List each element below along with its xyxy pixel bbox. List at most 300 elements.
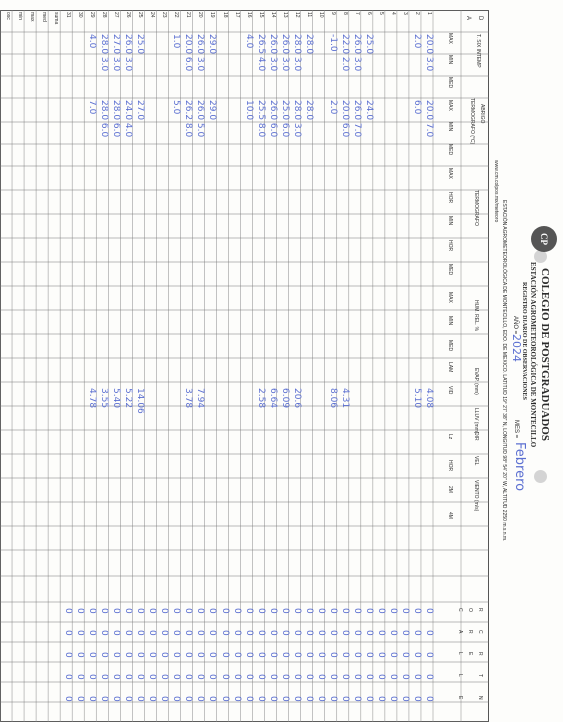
termografo-subheader: HOR — [447, 192, 453, 204]
code-zero-mark: 0 — [315, 630, 326, 636]
tsix-entry: 28.0 3.0 — [291, 34, 302, 72]
day-number: 27 — [113, 12, 120, 18]
code-zero-mark: 0 — [303, 674, 314, 680]
code-zero-mark: 0 — [255, 674, 266, 680]
tsix-entry: 1.0 — [171, 34, 182, 49]
tsix-entry: 26.5 4.0 — [255, 34, 266, 72]
day-number: 10 — [317, 12, 324, 18]
tsix-entry: 4.0 — [87, 34, 98, 49]
evap-entry: 8.06 — [327, 388, 338, 409]
code-zero-mark: 0 — [63, 608, 74, 614]
code-zero-mark: 0 — [375, 674, 386, 680]
code-zero-mark: 0 — [424, 608, 434, 614]
tsix-entry: 25.0 — [135, 34, 146, 55]
tsix-entry: 2.0 — [411, 34, 422, 49]
code-zero-mark: 0 — [123, 696, 134, 702]
wind-subheader: 4M — [447, 512, 453, 519]
abrigo-entry: 20.0 7.0 — [424, 100, 434, 138]
code-zero-mark: 0 — [327, 608, 338, 614]
code-zero-mark: 0 — [303, 630, 314, 636]
code-zero-mark: 0 — [75, 630, 86, 636]
code-zero-mark: 0 — [123, 630, 134, 636]
abrigo-entry: 26.0 7.0 — [351, 100, 362, 138]
code-zero-mark: 0 — [207, 608, 218, 614]
month-label: MES = — [513, 420, 519, 439]
code-zero-mark: 0 — [135, 674, 146, 680]
code-header: R — [467, 630, 473, 634]
code-zero-mark: 0 — [255, 696, 266, 702]
tsix-entry: 26.0 3.0 — [279, 34, 290, 72]
code-zero-mark: 0 — [207, 630, 218, 636]
code-zero-mark: 0 — [231, 608, 242, 614]
footer-label: suma — [53, 12, 60, 25]
day-number: 9 — [329, 12, 336, 15]
tsix-entry: 26.0 3.0 — [351, 34, 362, 72]
code-zero-mark: 0 — [219, 652, 230, 658]
code-zero-mark: 0 — [147, 674, 158, 680]
evap-entry: 4.31 — [339, 388, 350, 409]
code-zero-mark: 0 — [183, 652, 194, 658]
abrigo-termo-header: TERMOGRAFO (°C) — [469, 98, 475, 145]
code-zero-mark: 0 — [63, 630, 74, 636]
tsix-entry: 27.0 3.0 — [111, 34, 122, 72]
code-zero-mark: 0 — [183, 608, 194, 614]
code-header: L — [457, 652, 463, 655]
code-zero-mark: 0 — [279, 630, 290, 636]
evap-entry: 6.64 — [267, 388, 278, 409]
code-zero-mark: 0 — [195, 608, 206, 614]
code-header: A — [457, 630, 463, 634]
code-zero-mark: 0 — [363, 608, 374, 614]
year-label: AÑO = — [512, 316, 518, 335]
day-number: 7 — [353, 12, 360, 15]
tsix-header: T. SIX INTEMP — [475, 34, 481, 68]
abrigo-entry: 24.0 4.0 — [123, 100, 134, 138]
code-zero-mark: 0 — [231, 630, 242, 636]
footer-label: min — [17, 12, 24, 21]
footer-label: osc — [5, 12, 12, 20]
humidity-subheader: MIN — [447, 316, 453, 326]
day-number: 28 — [101, 12, 108, 18]
code-zero-mark: 0 — [99, 674, 110, 680]
code-zero-mark: 0 — [375, 696, 386, 702]
code-zero-mark: 0 — [291, 696, 302, 702]
code-zero-mark: 0 — [339, 696, 350, 702]
code-zero-mark: 0 — [195, 696, 206, 702]
abrigo-header: ABRIGO — [479, 104, 485, 124]
code-zero-mark: 0 — [63, 652, 74, 658]
code-zero-mark: 0 — [231, 674, 242, 680]
day-number: 29 — [89, 12, 96, 18]
code-zero-mark: 0 — [75, 608, 86, 614]
abrigo-entry: 28.0 6.0 — [111, 100, 122, 138]
evap-subheader: VID — [447, 386, 453, 395]
termografo-subheader: HOR — [447, 240, 453, 252]
evap-entry: 3.55 — [99, 388, 110, 409]
code-zero-mark: 0 — [255, 630, 266, 636]
footer-label: med — [41, 12, 48, 22]
day-number: 8 — [341, 12, 348, 15]
code-zero-mark: 0 — [339, 608, 350, 614]
day-number: 26 — [125, 12, 132, 18]
code-zero-mark: 0 — [339, 652, 350, 658]
code-zero-mark: 0 — [87, 674, 98, 680]
tsix-entry: 25.0 — [363, 34, 374, 55]
code-zero-mark: 0 — [279, 608, 290, 614]
wind-header: VIENTO (m/s) — [473, 480, 479, 512]
code-zero-mark: 0 — [135, 696, 146, 702]
tsix-entry: 26.0 3.0 — [123, 34, 134, 72]
code-zero-mark: 0 — [75, 652, 86, 658]
code-zero-mark: 0 — [375, 630, 386, 636]
day-number: 3 — [401, 12, 408, 15]
code-zero-mark: 0 — [171, 674, 182, 680]
code-zero-mark: 0 — [424, 652, 434, 658]
evap-entry: 5.40 — [111, 388, 122, 409]
abrigo-entry: 26.0 6.0 — [267, 100, 278, 138]
abrigo-entry: 24.0 — [363, 100, 374, 121]
code-zero-mark: 0 — [147, 608, 158, 614]
termografo-subheader: MIN — [447, 216, 453, 226]
code-header: T — [477, 674, 483, 678]
humidity-subheader: MED — [447, 340, 453, 352]
code-zero-mark: 0 — [351, 608, 362, 614]
logo-icon: CP — [531, 226, 557, 252]
abrigo-entry: 26.2 8.0 — [183, 100, 194, 138]
abrigo-entry: 6.0 — [411, 100, 422, 115]
code-zero-mark: 0 — [171, 608, 182, 614]
code-zero-mark: 0 — [219, 608, 230, 614]
code-zero-mark: 0 — [291, 608, 302, 614]
code-zero-mark: 0 — [243, 674, 254, 680]
abrigo-entry: 28.0 6.0 — [99, 100, 110, 138]
code-zero-mark: 0 — [267, 674, 278, 680]
institution-title: COLEGIO DE POSTGRADUADOS — [539, 268, 551, 441]
day-number: 6 — [365, 12, 372, 15]
evap-entry: 4.08 — [424, 388, 434, 409]
code-zero-mark: 0 — [159, 608, 170, 614]
code-zero-mark: 0 — [147, 630, 158, 636]
tsix-entry: 29.0 — [207, 34, 218, 55]
evap-entry: 2.58 — [255, 388, 266, 409]
termografo-subheader: MED — [447, 264, 453, 276]
code-zero-mark: 0 — [411, 630, 422, 636]
code-zero-mark: 0 — [123, 608, 134, 614]
coords-text: ESTACIÓN AGROMETEOROLÓGICA DE MONTECILLO, EDO. DE MEXICO. LATITUD 19° 27' 38" N, LONGITUD 98° 54' 20" W, ALTITUD 2250 m.s.n.m. — [501, 200, 507, 542]
code-zero-mark: 0 — [363, 630, 374, 636]
code-zero-mark: 0 — [267, 630, 278, 636]
code-zero-mark: 0 — [87, 696, 98, 702]
code-zero-mark: 0 — [171, 652, 182, 658]
abrigo-entry: 2.0 — [327, 100, 338, 115]
tsix-entry: 4.0 — [243, 34, 254, 49]
code-zero-mark: 0 — [387, 630, 398, 636]
day-number: 12 — [293, 12, 300, 18]
code-zero-mark: 0 — [267, 696, 278, 702]
code-zero-mark: 0 — [387, 696, 398, 702]
abrigo-subheader: MIN — [447, 122, 453, 132]
code-zero-mark: 0 — [424, 674, 434, 680]
abrigo-entry: 28.0 — [303, 100, 314, 121]
code-zero-mark: 0 — [315, 696, 326, 702]
evap-entry: 4.78 — [87, 388, 98, 409]
day-number: 30 — [77, 12, 84, 18]
abrigo-entry: 25.5 8.0 — [255, 100, 266, 138]
code-zero-mark: 0 — [99, 652, 110, 658]
tsix-entry: 26.0 3.0 — [267, 34, 278, 72]
code-zero-mark: 0 — [267, 652, 278, 658]
code-zero-mark: 0 — [291, 652, 302, 658]
tsix-subheader: MED — [447, 77, 453, 89]
code-header: O — [467, 608, 473, 612]
tsix-subheader: MIN — [447, 55, 453, 65]
day-number: 21 — [185, 12, 192, 18]
code-header: C — [477, 630, 483, 634]
code-zero-mark: 0 — [399, 652, 410, 658]
code-zero-mark: 0 — [171, 630, 182, 636]
code-zero-mark: 0 — [375, 608, 386, 614]
code-zero-mark: 0 — [387, 608, 398, 614]
code-header: N — [477, 696, 483, 700]
day-number: 11 — [305, 12, 312, 18]
abrigo-entry: 28.0 3.0 — [291, 100, 302, 138]
code-zero-mark: 0 — [195, 630, 206, 636]
code-header: C — [457, 608, 463, 612]
evap-entry: 5.22 — [123, 388, 134, 409]
code-zero-mark: 0 — [327, 652, 338, 658]
evap-subheader: LAM — [447, 362, 453, 373]
code-zero-mark: 0 — [351, 652, 362, 658]
day-number: 31 — [65, 12, 72, 18]
code-zero-mark: 0 — [75, 696, 86, 702]
day-number: 18 — [221, 12, 228, 18]
abrigo-entry: 10.0 — [243, 100, 254, 121]
wind-subheader: HOR — [447, 460, 453, 472]
tsix-entry: 20.0 6.0 — [183, 34, 194, 72]
abrigo-entry: 5.0 — [171, 100, 182, 115]
day-number: 4 — [389, 12, 396, 15]
day-number: 19 — [209, 12, 216, 18]
tsix-entry: 26.0 3.0 — [195, 34, 206, 72]
code-zero-mark: 0 — [123, 674, 134, 680]
day-number: 2 — [413, 12, 420, 15]
code-zero-mark: 0 — [303, 608, 314, 614]
abrigo-entry: 27.0 — [135, 100, 146, 121]
code-zero-mark: 0 — [111, 630, 122, 636]
code-zero-mark: 0 — [255, 608, 266, 614]
day-number: 1 — [426, 12, 432, 15]
code-zero-mark: 0 — [387, 674, 398, 680]
year-value: 2024 — [510, 334, 523, 362]
code-zero-mark: 0 — [219, 630, 230, 636]
code-zero-mark: 0 — [75, 674, 86, 680]
day-number: 5 — [377, 12, 384, 15]
humidity-subheader: MAX — [447, 292, 453, 303]
termografo-subheader: MAX — [447, 168, 453, 179]
code-zero-mark: 0 — [111, 696, 122, 702]
wind-dir-header: DIR — [473, 432, 479, 441]
day-number: 14 — [269, 12, 276, 18]
code-zero-mark: 0 — [279, 696, 290, 702]
abrigo-subheader: MED — [447, 144, 453, 156]
code-zero-mark: 0 — [111, 652, 122, 658]
code-zero-mark: 0 — [303, 652, 314, 658]
code-zero-mark: 0 — [63, 696, 74, 702]
month-value: Febrero — [512, 442, 527, 492]
code-zero-mark: 0 — [375, 652, 386, 658]
code-zero-mark: 0 — [135, 652, 146, 658]
register-title: REGISTRO DIARIO DE OBSERVACIONES — [521, 282, 527, 400]
code-zero-mark: 0 — [399, 696, 410, 702]
evap-entry: 6.09 — [279, 388, 290, 409]
code-zero-mark: 0 — [111, 608, 122, 614]
day-number: 20 — [197, 12, 204, 18]
day-number: 13 — [281, 12, 288, 18]
station-title: ESTACIÓN AGROMETEOROLÓGICA DE MONTECILLO — [529, 262, 537, 448]
day-number: 24 — [149, 12, 156, 18]
code-header: R — [477, 652, 483, 656]
abrigo-entry: 7.0 — [87, 100, 98, 115]
evap-header: EVAP. (mm) — [473, 368, 479, 395]
code-header: L — [457, 674, 463, 677]
code-zero-mark: 0 — [243, 608, 254, 614]
day-number: 17 — [233, 12, 240, 18]
code-zero-mark: 0 — [279, 674, 290, 680]
abrigo-entry: 20.0 6.0 — [339, 100, 350, 138]
code-zero-mark: 0 — [351, 630, 362, 636]
day-number: 15 — [257, 12, 264, 18]
code-zero-mark: 0 — [243, 696, 254, 702]
evap-entry: 5.10 — [411, 388, 422, 409]
code-zero-mark: 0 — [363, 674, 374, 680]
code-zero-mark: 0 — [363, 696, 374, 702]
code-zero-mark: 0 — [99, 630, 110, 636]
code-zero-mark: 0 — [171, 696, 182, 702]
code-zero-mark: 0 — [135, 608, 146, 614]
tsix-subheader: MAX — [447, 33, 453, 44]
code-header: R — [477, 608, 483, 612]
code-zero-mark: 0 — [207, 652, 218, 658]
code-zero-mark: 0 — [291, 674, 302, 680]
code-zero-mark: 0 — [99, 696, 110, 702]
code-zero-mark: 0 — [183, 696, 194, 702]
code-zero-mark: 0 — [87, 652, 98, 658]
code-zero-mark: 0 — [231, 652, 242, 658]
code-zero-mark: 0 — [159, 674, 170, 680]
code-zero-mark: 0 — [147, 696, 158, 702]
code-zero-mark: 0 — [424, 696, 434, 702]
code-zero-mark: 0 — [207, 674, 218, 680]
day-number: 25 — [137, 12, 144, 18]
code-zero-mark: 0 — [99, 608, 110, 614]
code-zero-mark: 0 — [363, 652, 374, 658]
code-zero-mark: 0 — [207, 696, 218, 702]
code-zero-mark: 0 — [87, 608, 98, 614]
code-zero-mark: 0 — [411, 674, 422, 680]
day-number: 16 — [245, 12, 252, 18]
code-zero-mark: 0 — [255, 652, 266, 658]
footer-label: max — [29, 12, 36, 22]
code-zero-mark: 0 — [411, 652, 422, 658]
tsix-entry: -1.0 — [327, 34, 338, 52]
code-zero-mark: 0 — [351, 696, 362, 702]
termografo-header: TERMOGRAFO — [473, 190, 479, 226]
code-zero-mark: 0 — [267, 608, 278, 614]
day-number: 23 — [161, 12, 168, 18]
code-zero-mark: 0 — [291, 630, 302, 636]
code-zero-mark: 0 — [327, 630, 338, 636]
code-zero-mark: 0 — [399, 674, 410, 680]
website-text: www.cm.colpos.mx/meteoro — [493, 160, 499, 223]
code-zero-mark: 0 — [424, 630, 434, 636]
code-zero-mark: 0 — [123, 652, 134, 658]
code-zero-mark: 0 — [411, 696, 422, 702]
code-header: E — [467, 652, 473, 656]
day-header: D — [477, 16, 483, 21]
code-zero-mark: 0 — [195, 674, 206, 680]
abrigo-entry: 25.0 6.0 — [279, 100, 290, 138]
code-zero-mark: 0 — [159, 630, 170, 636]
abrigo-subheader: MAX — [447, 100, 453, 111]
code-zero-mark: 0 — [183, 630, 194, 636]
code-zero-mark: 0 — [411, 608, 422, 614]
wind-vel-header: VEL — [473, 456, 479, 466]
code-zero-mark: 0 — [183, 674, 194, 680]
tsix-entry: 20.0 3.0 — [424, 34, 434, 72]
code-zero-mark: 0 — [243, 652, 254, 658]
code-zero-mark: 0 — [399, 630, 410, 636]
code-zero-mark: 0 — [315, 608, 326, 614]
code-header: E — [457, 696, 463, 700]
code-zero-mark: 0 — [87, 630, 98, 636]
wind-subheader: 2M — [447, 486, 453, 493]
code-zero-mark: 0 — [195, 652, 206, 658]
code-zero-mark: 0 — [387, 652, 398, 658]
code-zero-mark: 0 — [351, 674, 362, 680]
code-zero-mark: 0 — [339, 630, 350, 636]
code-zero-mark: 0 — [339, 674, 350, 680]
code-zero-mark: 0 — [135, 630, 146, 636]
code-zero-mark: 0 — [63, 674, 74, 680]
code-zero-mark: 0 — [399, 608, 410, 614]
tsix-entry: 28.0 3.0 — [99, 34, 110, 72]
tsix-entry: 28.0 — [303, 34, 314, 55]
code-zero-mark: 0 — [327, 674, 338, 680]
evap-entry: 14.06 — [135, 388, 146, 414]
code-zero-mark: 0 — [303, 696, 314, 702]
code-zero-mark: 0 — [231, 696, 242, 702]
day-subheader: A — [465, 16, 471, 21]
code-zero-mark: 0 — [159, 696, 170, 702]
code-zero-mark: 0 — [111, 674, 122, 680]
humidity-header: HUM. REL. % — [473, 300, 479, 332]
tsix-entry: 22.0 2.0 — [339, 34, 350, 72]
evap-entry: 20.6 — [291, 388, 302, 409]
evap-entry: 3.78 — [183, 388, 194, 409]
code-zero-mark: 0 — [219, 696, 230, 702]
code-zero-mark: 0 — [315, 652, 326, 658]
abrigo-entry: 26.0 5.0 — [195, 100, 206, 138]
abrigo-entry: 29.0 — [207, 100, 218, 121]
code-zero-mark: 0 — [279, 652, 290, 658]
code-zero-mark: 0 — [147, 652, 158, 658]
rain-header: LLUV (mm) — [473, 408, 479, 434]
code-zero-mark: 0 — [219, 674, 230, 680]
code-zero-mark: 0 — [315, 674, 326, 680]
evap-entry: 7.94 — [195, 388, 206, 409]
day-number: 22 — [173, 12, 180, 18]
code-zero-mark: 0 — [327, 696, 338, 702]
